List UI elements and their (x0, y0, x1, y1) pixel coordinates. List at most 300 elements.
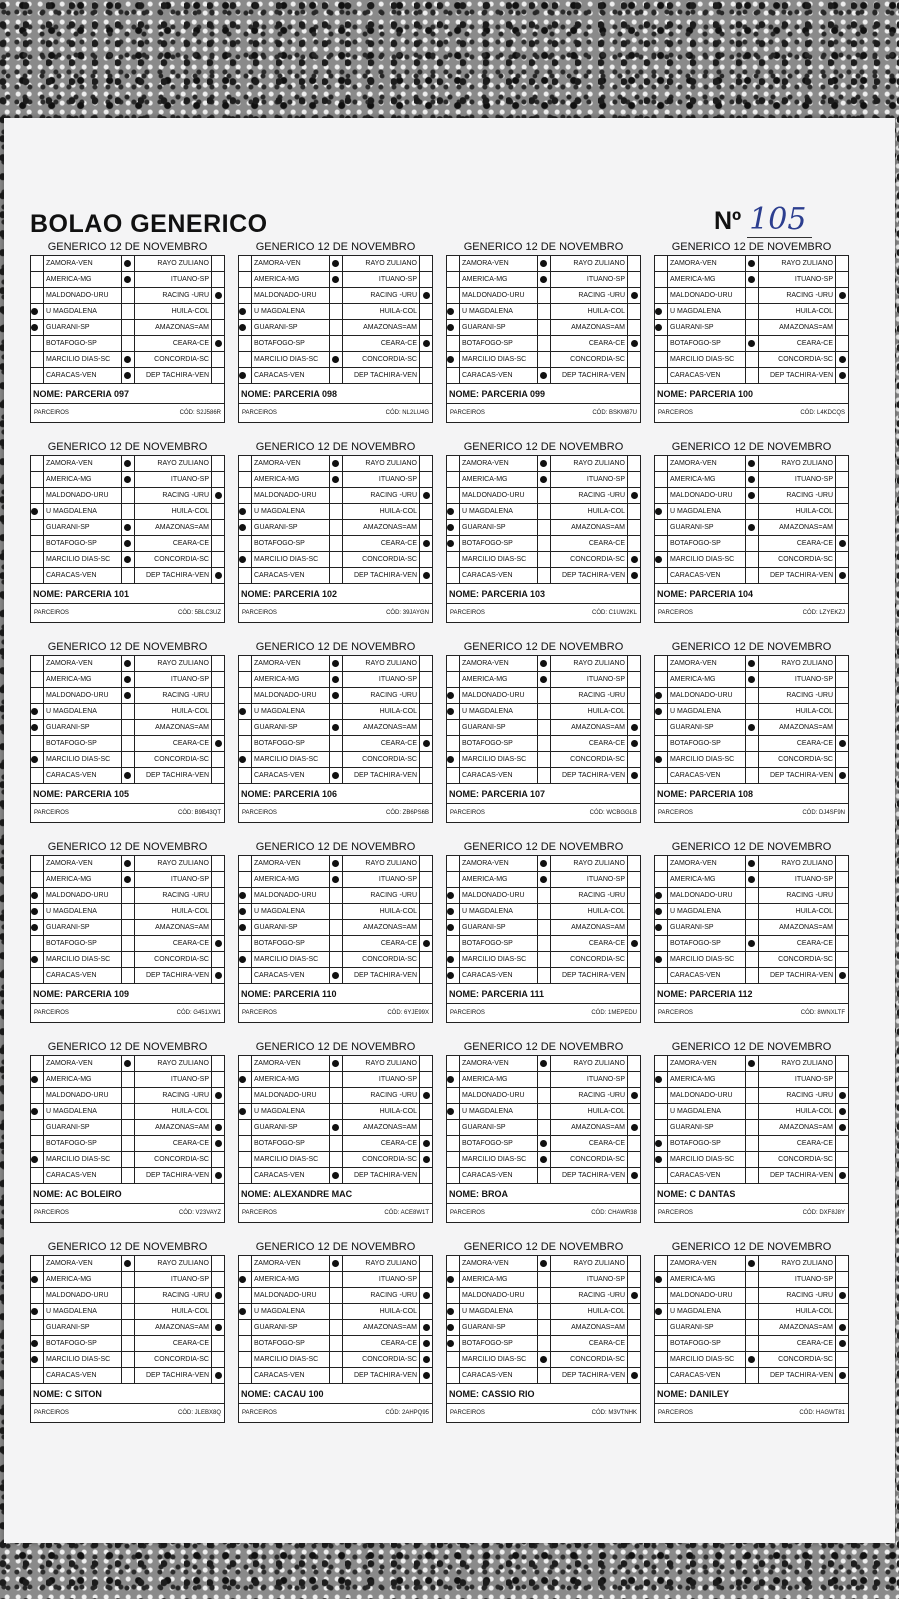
home-pick-mark-cell[interactable] (239, 704, 251, 719)
away-pick-mark-cell[interactable] (212, 1368, 224, 1383)
draw-pick-mark-cell[interactable] (745, 304, 759, 319)
home-pick-mark-cell[interactable] (31, 520, 43, 535)
home-pick-mark-cell[interactable] (655, 1152, 667, 1167)
home-pick-mark-cell[interactable] (31, 672, 43, 687)
home-pick-mark-cell[interactable] (447, 1072, 459, 1087)
away-pick-mark-cell[interactable] (420, 368, 432, 383)
away-pick-mark-cell[interactable] (836, 520, 848, 535)
draw-pick-mark-cell[interactable] (121, 656, 135, 671)
draw-pick-mark-cell[interactable] (121, 1352, 135, 1367)
home-pick-mark-cell[interactable] (655, 888, 667, 903)
home-pick-mark-cell[interactable] (239, 320, 251, 335)
draw-pick-mark-cell[interactable] (745, 1104, 759, 1119)
draw-pick-mark-cell[interactable] (329, 568, 343, 583)
draw-pick-mark-cell[interactable] (121, 256, 135, 271)
home-pick-mark-cell[interactable] (239, 736, 251, 751)
draw-pick-mark-cell[interactable] (329, 1120, 343, 1135)
home-pick-mark-cell[interactable] (239, 1256, 251, 1271)
away-pick-mark-cell[interactable] (212, 1272, 224, 1287)
home-pick-mark-cell[interactable] (655, 456, 667, 471)
home-pick-mark-cell[interactable] (655, 768, 667, 783)
away-pick-mark-cell[interactable] (212, 656, 224, 671)
away-pick-mark-cell[interactable] (212, 768, 224, 783)
draw-pick-mark-cell[interactable] (537, 1288, 551, 1303)
away-pick-mark-cell[interactable] (420, 304, 432, 319)
home-pick-mark-cell[interactable] (31, 736, 43, 751)
draw-pick-mark-cell[interactable] (745, 456, 759, 471)
draw-pick-mark-cell[interactable] (329, 688, 343, 703)
home-pick-mark-cell[interactable] (239, 1288, 251, 1303)
away-pick-mark-cell[interactable] (420, 1120, 432, 1135)
draw-pick-mark-cell[interactable] (745, 1056, 759, 1071)
draw-pick-mark-cell[interactable] (745, 888, 759, 903)
away-pick-mark-cell[interactable] (836, 920, 848, 935)
home-pick-mark-cell[interactable] (239, 672, 251, 687)
away-pick-mark-cell[interactable] (628, 888, 640, 903)
home-pick-mark-cell[interactable] (31, 1152, 43, 1167)
home-pick-mark-cell[interactable] (447, 736, 459, 751)
home-pick-mark-cell[interactable] (31, 304, 43, 319)
home-pick-mark-cell[interactable] (239, 536, 251, 551)
home-pick-mark-cell[interactable] (31, 352, 43, 367)
away-pick-mark-cell[interactable] (836, 1104, 848, 1119)
home-pick-mark-cell[interactable] (655, 656, 667, 671)
home-pick-mark-cell[interactable] (447, 672, 459, 687)
draw-pick-mark-cell[interactable] (121, 504, 135, 519)
away-pick-mark-cell[interactable] (212, 1088, 224, 1103)
home-pick-mark-cell[interactable] (31, 368, 43, 383)
draw-pick-mark-cell[interactable] (537, 1152, 551, 1167)
away-pick-mark-cell[interactable] (212, 568, 224, 583)
away-pick-mark-cell[interactable] (420, 904, 432, 919)
home-pick-mark-cell[interactable] (239, 856, 251, 871)
away-pick-mark-cell[interactable] (212, 704, 224, 719)
home-pick-mark-cell[interactable] (31, 1336, 43, 1351)
away-pick-mark-cell[interactable] (420, 856, 432, 871)
home-pick-mark-cell[interactable] (447, 656, 459, 671)
away-pick-mark-cell[interactable] (628, 768, 640, 783)
away-pick-mark-cell[interactable] (212, 888, 224, 903)
home-pick-mark-cell[interactable] (447, 936, 459, 951)
draw-pick-mark-cell[interactable] (745, 920, 759, 935)
draw-pick-mark-cell[interactable] (537, 704, 551, 719)
home-pick-mark-cell[interactable] (447, 768, 459, 783)
draw-pick-mark-cell[interactable] (329, 1368, 343, 1383)
away-pick-mark-cell[interactable] (212, 552, 224, 567)
away-pick-mark-cell[interactable] (212, 1304, 224, 1319)
away-pick-mark-cell[interactable] (628, 752, 640, 767)
away-pick-mark-cell[interactable] (628, 1336, 640, 1351)
draw-pick-mark-cell[interactable] (745, 1152, 759, 1167)
home-pick-mark-cell[interactable] (655, 720, 667, 735)
draw-pick-mark-cell[interactable] (329, 1168, 343, 1183)
draw-pick-mark-cell[interactable] (537, 672, 551, 687)
home-pick-mark-cell[interactable] (655, 904, 667, 919)
away-pick-mark-cell[interactable] (628, 1288, 640, 1303)
home-pick-mark-cell[interactable] (31, 920, 43, 935)
draw-pick-mark-cell[interactable] (329, 1320, 343, 1335)
away-pick-mark-cell[interactable] (420, 1104, 432, 1119)
away-pick-mark-cell[interactable] (836, 688, 848, 703)
draw-pick-mark-cell[interactable] (121, 368, 135, 383)
draw-pick-mark-cell[interactable] (745, 504, 759, 519)
home-pick-mark-cell[interactable] (447, 1136, 459, 1151)
draw-pick-mark-cell[interactable] (121, 704, 135, 719)
draw-pick-mark-cell[interactable] (329, 504, 343, 519)
draw-pick-mark-cell[interactable] (329, 1256, 343, 1271)
home-pick-mark-cell[interactable] (31, 1104, 43, 1119)
away-pick-mark-cell[interactable] (420, 1136, 432, 1151)
home-pick-mark-cell[interactable] (239, 272, 251, 287)
away-pick-mark-cell[interactable] (836, 1152, 848, 1167)
draw-pick-mark-cell[interactable] (329, 256, 343, 271)
draw-pick-mark-cell[interactable] (121, 752, 135, 767)
away-pick-mark-cell[interactable] (420, 456, 432, 471)
draw-pick-mark-cell[interactable] (745, 704, 759, 719)
away-pick-mark-cell[interactable] (212, 1256, 224, 1271)
draw-pick-mark-cell[interactable] (329, 672, 343, 687)
away-pick-mark-cell[interactable] (628, 488, 640, 503)
home-pick-mark-cell[interactable] (31, 256, 43, 271)
home-pick-mark-cell[interactable] (239, 1104, 251, 1119)
draw-pick-mark-cell[interactable] (121, 1304, 135, 1319)
draw-pick-mark-cell[interactable] (745, 672, 759, 687)
home-pick-mark-cell[interactable] (447, 968, 459, 983)
away-pick-mark-cell[interactable] (212, 456, 224, 471)
home-pick-mark-cell[interactable] (447, 456, 459, 471)
home-pick-mark-cell[interactable] (447, 688, 459, 703)
home-pick-mark-cell[interactable] (31, 320, 43, 335)
away-pick-mark-cell[interactable] (212, 736, 224, 751)
home-pick-mark-cell[interactable] (447, 1056, 459, 1071)
away-pick-mark-cell[interactable] (628, 1272, 640, 1287)
draw-pick-mark-cell[interactable] (121, 968, 135, 983)
home-pick-mark-cell[interactable] (655, 504, 667, 519)
draw-pick-mark-cell[interactable] (745, 1072, 759, 1087)
away-pick-mark-cell[interactable] (420, 736, 432, 751)
away-pick-mark-cell[interactable] (420, 320, 432, 335)
away-pick-mark-cell[interactable] (212, 272, 224, 287)
home-pick-mark-cell[interactable] (447, 1288, 459, 1303)
away-pick-mark-cell[interactable] (212, 472, 224, 487)
draw-pick-mark-cell[interactable] (329, 1288, 343, 1303)
draw-pick-mark-cell[interactable] (745, 936, 759, 951)
home-pick-mark-cell[interactable] (655, 920, 667, 935)
draw-pick-mark-cell[interactable] (121, 552, 135, 567)
home-pick-mark-cell[interactable] (239, 304, 251, 319)
away-pick-mark-cell[interactable] (212, 1336, 224, 1351)
away-pick-mark-cell[interactable] (836, 1272, 848, 1287)
home-pick-mark-cell[interactable] (655, 1088, 667, 1103)
draw-pick-mark-cell[interactable] (537, 504, 551, 519)
draw-pick-mark-cell[interactable] (121, 336, 135, 351)
draw-pick-mark-cell[interactable] (537, 736, 551, 751)
home-pick-mark-cell[interactable] (239, 1120, 251, 1135)
draw-pick-mark-cell[interactable] (121, 1104, 135, 1119)
home-pick-mark-cell[interactable] (239, 368, 251, 383)
away-pick-mark-cell[interactable] (628, 704, 640, 719)
home-pick-mark-cell[interactable] (31, 1368, 43, 1383)
draw-pick-mark-cell[interactable] (537, 1088, 551, 1103)
away-pick-mark-cell[interactable] (420, 752, 432, 767)
draw-pick-mark-cell[interactable] (329, 368, 343, 383)
draw-pick-mark-cell[interactable] (329, 1352, 343, 1367)
home-pick-mark-cell[interactable] (447, 504, 459, 519)
home-pick-mark-cell[interactable] (239, 656, 251, 671)
home-pick-mark-cell[interactable] (239, 936, 251, 951)
away-pick-mark-cell[interactable] (628, 968, 640, 983)
away-pick-mark-cell[interactable] (836, 1168, 848, 1183)
draw-pick-mark-cell[interactable] (745, 1256, 759, 1271)
draw-pick-mark-cell[interactable] (537, 488, 551, 503)
home-pick-mark-cell[interactable] (447, 1168, 459, 1183)
draw-pick-mark-cell[interactable] (537, 920, 551, 935)
home-pick-mark-cell[interactable] (31, 952, 43, 967)
draw-pick-mark-cell[interactable] (121, 1272, 135, 1287)
draw-pick-mark-cell[interactable] (537, 536, 551, 551)
draw-pick-mark-cell[interactable] (121, 688, 135, 703)
away-pick-mark-cell[interactable] (420, 472, 432, 487)
home-pick-mark-cell[interactable] (239, 720, 251, 735)
draw-pick-mark-cell[interactable] (121, 1072, 135, 1087)
away-pick-mark-cell[interactable] (836, 272, 848, 287)
away-pick-mark-cell[interactable] (836, 1320, 848, 1335)
draw-pick-mark-cell[interactable] (745, 656, 759, 671)
home-pick-mark-cell[interactable] (447, 1120, 459, 1135)
draw-pick-mark-cell[interactable] (121, 1088, 135, 1103)
home-pick-mark-cell[interactable] (447, 1088, 459, 1103)
home-pick-mark-cell[interactable] (239, 904, 251, 919)
away-pick-mark-cell[interactable] (420, 1256, 432, 1271)
home-pick-mark-cell[interactable] (655, 936, 667, 951)
home-pick-mark-cell[interactable] (447, 568, 459, 583)
away-pick-mark-cell[interactable] (836, 1120, 848, 1135)
draw-pick-mark-cell[interactable] (745, 720, 759, 735)
away-pick-mark-cell[interactable] (420, 952, 432, 967)
draw-pick-mark-cell[interactable] (329, 336, 343, 351)
draw-pick-mark-cell[interactable] (745, 1272, 759, 1287)
away-pick-mark-cell[interactable] (836, 368, 848, 383)
home-pick-mark-cell[interactable] (447, 856, 459, 871)
home-pick-mark-cell[interactable] (655, 256, 667, 271)
draw-pick-mark-cell[interactable] (745, 368, 759, 383)
away-pick-mark-cell[interactable] (212, 872, 224, 887)
draw-pick-mark-cell[interactable] (537, 1368, 551, 1383)
draw-pick-mark-cell[interactable] (329, 920, 343, 935)
away-pick-mark-cell[interactable] (836, 704, 848, 719)
home-pick-mark-cell[interactable] (31, 768, 43, 783)
home-pick-mark-cell[interactable] (655, 1136, 667, 1151)
draw-pick-mark-cell[interactable] (329, 1304, 343, 1319)
draw-pick-mark-cell[interactable] (745, 1336, 759, 1351)
draw-pick-mark-cell[interactable] (537, 752, 551, 767)
away-pick-mark-cell[interactable] (212, 320, 224, 335)
home-pick-mark-cell[interactable] (655, 736, 667, 751)
away-pick-mark-cell[interactable] (628, 872, 640, 887)
away-pick-mark-cell[interactable] (212, 936, 224, 951)
home-pick-mark-cell[interactable] (239, 688, 251, 703)
home-pick-mark-cell[interactable] (655, 1336, 667, 1351)
away-pick-mark-cell[interactable] (420, 768, 432, 783)
away-pick-mark-cell[interactable] (420, 1368, 432, 1383)
draw-pick-mark-cell[interactable] (745, 568, 759, 583)
away-pick-mark-cell[interactable] (212, 920, 224, 935)
away-pick-mark-cell[interactable] (836, 856, 848, 871)
away-pick-mark-cell[interactable] (628, 672, 640, 687)
draw-pick-mark-cell[interactable] (745, 1288, 759, 1303)
draw-pick-mark-cell[interactable] (745, 256, 759, 271)
draw-pick-mark-cell[interactable] (121, 736, 135, 751)
draw-pick-mark-cell[interactable] (121, 488, 135, 503)
away-pick-mark-cell[interactable] (628, 320, 640, 335)
away-pick-mark-cell[interactable] (836, 968, 848, 983)
away-pick-mark-cell[interactable] (420, 720, 432, 735)
draw-pick-mark-cell[interactable] (329, 456, 343, 471)
home-pick-mark-cell[interactable] (239, 352, 251, 367)
away-pick-mark-cell[interactable] (628, 288, 640, 303)
draw-pick-mark-cell[interactable] (537, 352, 551, 367)
away-pick-mark-cell[interactable] (836, 888, 848, 903)
away-pick-mark-cell[interactable] (420, 688, 432, 703)
draw-pick-mark-cell[interactable] (121, 888, 135, 903)
draw-pick-mark-cell[interactable] (537, 1256, 551, 1271)
home-pick-mark-cell[interactable] (31, 688, 43, 703)
away-pick-mark-cell[interactable] (212, 1152, 224, 1167)
home-pick-mark-cell[interactable] (239, 472, 251, 487)
draw-pick-mark-cell[interactable] (537, 1136, 551, 1151)
home-pick-mark-cell[interactable] (447, 1304, 459, 1319)
draw-pick-mark-cell[interactable] (745, 1088, 759, 1103)
draw-pick-mark-cell[interactable] (121, 1168, 135, 1183)
away-pick-mark-cell[interactable] (420, 1304, 432, 1319)
home-pick-mark-cell[interactable] (31, 1352, 43, 1367)
away-pick-mark-cell[interactable] (420, 504, 432, 519)
home-pick-mark-cell[interactable] (655, 520, 667, 535)
home-pick-mark-cell[interactable] (447, 288, 459, 303)
draw-pick-mark-cell[interactable] (537, 304, 551, 319)
away-pick-mark-cell[interactable] (420, 256, 432, 271)
away-pick-mark-cell[interactable] (628, 304, 640, 319)
home-pick-mark-cell[interactable] (655, 336, 667, 351)
draw-pick-mark-cell[interactable] (537, 456, 551, 471)
draw-pick-mark-cell[interactable] (121, 288, 135, 303)
away-pick-mark-cell[interactable] (836, 504, 848, 519)
home-pick-mark-cell[interactable] (447, 320, 459, 335)
draw-pick-mark-cell[interactable] (537, 904, 551, 919)
home-pick-mark-cell[interactable] (447, 1152, 459, 1167)
draw-pick-mark-cell[interactable] (329, 520, 343, 535)
draw-pick-mark-cell[interactable] (329, 352, 343, 367)
away-pick-mark-cell[interactable] (628, 336, 640, 351)
draw-pick-mark-cell[interactable] (329, 752, 343, 767)
home-pick-mark-cell[interactable] (655, 536, 667, 551)
away-pick-mark-cell[interactable] (212, 856, 224, 871)
away-pick-mark-cell[interactable] (836, 1072, 848, 1087)
away-pick-mark-cell[interactable] (212, 304, 224, 319)
draw-pick-mark-cell[interactable] (537, 1272, 551, 1287)
draw-pick-mark-cell[interactable] (121, 1256, 135, 1271)
home-pick-mark-cell[interactable] (239, 768, 251, 783)
draw-pick-mark-cell[interactable] (329, 488, 343, 503)
draw-pick-mark-cell[interactable] (537, 1104, 551, 1119)
home-pick-mark-cell[interactable] (31, 968, 43, 983)
home-pick-mark-cell[interactable] (655, 856, 667, 871)
away-pick-mark-cell[interactable] (628, 856, 640, 871)
draw-pick-mark-cell[interactable] (329, 1056, 343, 1071)
away-pick-mark-cell[interactable] (628, 952, 640, 967)
away-pick-mark-cell[interactable] (836, 1304, 848, 1319)
home-pick-mark-cell[interactable] (655, 1288, 667, 1303)
draw-pick-mark-cell[interactable] (537, 688, 551, 703)
away-pick-mark-cell[interactable] (628, 1072, 640, 1087)
draw-pick-mark-cell[interactable] (121, 352, 135, 367)
away-pick-mark-cell[interactable] (836, 304, 848, 319)
home-pick-mark-cell[interactable] (655, 1120, 667, 1135)
draw-pick-mark-cell[interactable] (537, 1072, 551, 1087)
away-pick-mark-cell[interactable] (836, 904, 848, 919)
away-pick-mark-cell[interactable] (420, 1168, 432, 1183)
draw-pick-mark-cell[interactable] (537, 336, 551, 351)
away-pick-mark-cell[interactable] (420, 1288, 432, 1303)
draw-pick-mark-cell[interactable] (121, 952, 135, 967)
draw-pick-mark-cell[interactable] (329, 872, 343, 887)
away-pick-mark-cell[interactable] (212, 504, 224, 519)
draw-pick-mark-cell[interactable] (329, 272, 343, 287)
away-pick-mark-cell[interactable] (836, 1336, 848, 1351)
draw-pick-mark-cell[interactable] (121, 520, 135, 535)
draw-pick-mark-cell[interactable] (745, 472, 759, 487)
draw-pick-mark-cell[interactable] (745, 872, 759, 887)
home-pick-mark-cell[interactable] (239, 872, 251, 887)
away-pick-mark-cell[interactable] (628, 456, 640, 471)
draw-pick-mark-cell[interactable] (121, 1056, 135, 1071)
away-pick-mark-cell[interactable] (212, 1056, 224, 1071)
away-pick-mark-cell[interactable] (420, 1320, 432, 1335)
draw-pick-mark-cell[interactable] (537, 568, 551, 583)
home-pick-mark-cell[interactable] (655, 752, 667, 767)
draw-pick-mark-cell[interactable] (745, 968, 759, 983)
away-pick-mark-cell[interactable] (420, 336, 432, 351)
away-pick-mark-cell[interactable] (628, 1168, 640, 1183)
draw-pick-mark-cell[interactable] (121, 872, 135, 887)
away-pick-mark-cell[interactable] (628, 688, 640, 703)
home-pick-mark-cell[interactable] (31, 656, 43, 671)
draw-pick-mark-cell[interactable] (329, 320, 343, 335)
draw-pick-mark-cell[interactable] (121, 536, 135, 551)
home-pick-mark-cell[interactable] (239, 1368, 251, 1383)
draw-pick-mark-cell[interactable] (745, 552, 759, 567)
away-pick-mark-cell[interactable] (836, 872, 848, 887)
home-pick-mark-cell[interactable] (31, 488, 43, 503)
home-pick-mark-cell[interactable] (447, 720, 459, 735)
draw-pick-mark-cell[interactable] (329, 768, 343, 783)
away-pick-mark-cell[interactable] (628, 1352, 640, 1367)
away-pick-mark-cell[interactable] (628, 736, 640, 751)
draw-pick-mark-cell[interactable] (121, 568, 135, 583)
draw-pick-mark-cell[interactable] (121, 456, 135, 471)
away-pick-mark-cell[interactable] (836, 952, 848, 967)
draw-pick-mark-cell[interactable] (745, 768, 759, 783)
home-pick-mark-cell[interactable] (655, 1320, 667, 1335)
draw-pick-mark-cell[interactable] (329, 304, 343, 319)
home-pick-mark-cell[interactable] (31, 1072, 43, 1087)
draw-pick-mark-cell[interactable] (537, 888, 551, 903)
home-pick-mark-cell[interactable] (31, 1120, 43, 1135)
draw-pick-mark-cell[interactable] (121, 1368, 135, 1383)
home-pick-mark-cell[interactable] (447, 920, 459, 935)
home-pick-mark-cell[interactable] (239, 1152, 251, 1167)
draw-pick-mark-cell[interactable] (121, 672, 135, 687)
